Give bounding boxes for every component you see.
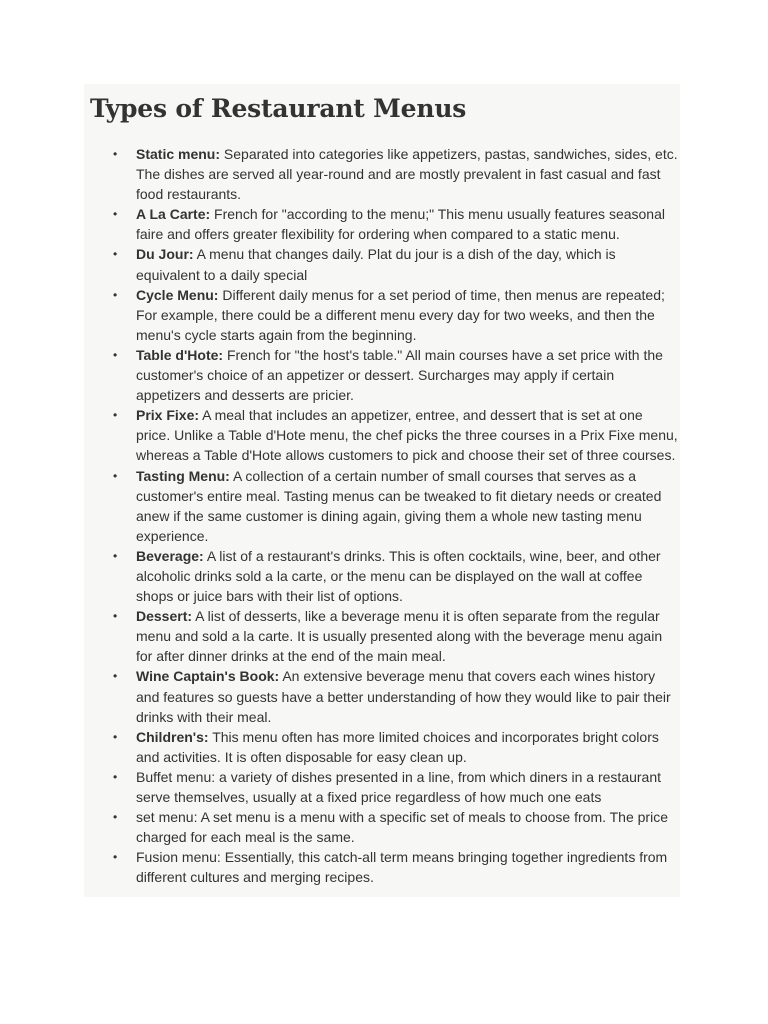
bullet-icon: • [113, 347, 118, 362]
list-item [84, 546, 680, 606]
bullet-icon: • [113, 769, 118, 784]
bullet-icon: • [113, 669, 118, 684]
list-item-term: Dessert: [136, 608, 193, 625]
list-item [84, 345, 680, 405]
list-item-text: A menu that changes daily. Plat du jour is a dish of the day, which is equivalent to a daily special [136, 246, 616, 283]
document-page [84, 84, 680, 897]
list-item [84, 466, 680, 546]
list-item-text: Fusion menu: Essentially, this catch-all term means bringing together ingredients from different cultures and merging recipes. [136, 849, 668, 886]
bullet-icon: • [113, 247, 118, 262]
bullet-icon: • [113, 408, 118, 423]
list-item-term: Cycle Menu: [136, 286, 219, 303]
list-item-text: A list of desserts, like a beverage menu it is often separate from the regular menu and sold a la carte. It is usually presented along with the beverage menu again for after dinner drinks at the end of the main meal. [136, 608, 663, 665]
list-item [84, 666, 680, 726]
list-item [84, 767, 680, 807]
list-item [84, 285, 680, 345]
bullet-icon: • [113, 468, 118, 483]
menu-types-list [84, 144, 680, 887]
list-item-term: Children's: [136, 728, 209, 745]
list-item-term: Tasting Menu: [136, 467, 230, 484]
list-item-text: Different daily menus for a set period of time, then menus are repeated; For example, there could be a different menu every day for two weeks, and then the menu's cycle starts again from the beginning. [136, 286, 665, 343]
list-item-term: Prix Fixe: [136, 407, 200, 424]
list-item [84, 606, 680, 666]
list-item-text: A collection of a certain number of small courses that serves as a customer's entire meal. Tasting menus can be tweaked to fit dietary needs or created anew if the same customer is dining again, giving them a whole new tasting menu experience. [136, 467, 662, 544]
list-item-text: French for "the host's table." All main courses have a set price with the customer's choice of an appetizer or dessert. Surcharges may apply if certain appetizers and desserts are pricier. [136, 346, 663, 404]
bullet-icon: • [113, 548, 118, 563]
list-item-text: Separated into categories like appetizers, pastas, sandwiches, sides, etc. The dishes are served all year-round and are mostly prevalent in fast casual and fast food restaurants. [136, 146, 678, 203]
list-item-text: French for "according to the menu;" This menu usually features seasonal faire and offers greater flexibility for ordering when compared to a static menu. [136, 206, 665, 243]
list-item [84, 204, 680, 244]
list-item [84, 244, 680, 284]
bullet-icon: • [113, 609, 118, 624]
list-item [84, 727, 680, 767]
list-item-text: An extensive beverage menu that covers each wines history and features so guests have a better understanding of how they would like to pair their drinks with their meal. [136, 668, 671, 725]
list-item-text: Buffet menu: a variety of dishes presented in a line, from which diners in a restaurant serve themselves, usually at a fixed price regardless of how much one eats [136, 768, 662, 805]
bullet-icon: • [113, 729, 118, 744]
list-item-term: Static menu: [136, 146, 221, 162]
bullet-icon: • [113, 810, 118, 825]
bullet-icon: • [113, 287, 118, 302]
list-item-term: A La Carte: [136, 206, 211, 223]
bullet-icon: • [113, 147, 118, 161]
bullet-icon: • [113, 207, 118, 222]
bullet-icon: • [113, 850, 118, 865]
list-item-term: Table d'Hote: [136, 346, 224, 363]
list-item [84, 144, 680, 204]
list-item-term: Beverage: [136, 547, 204, 564]
list-item-text: This menu often has more limited choices and incorporates bright colors and activities. It is often disposable for easy clean up. [136, 728, 659, 765]
list-item-text: set menu: A set menu is a menu with a specific set of meals to choose from. The price charged for each meal is the same. [136, 809, 668, 846]
list-item-term: Du Jour: [136, 246, 194, 263]
list-item [84, 807, 680, 847]
page-title: Types of Restaurant Menus [90, 94, 467, 123]
list-item-term: Wine Captain's Book: [136, 668, 280, 685]
list-item-text: A list of a restaurant's drinks. This is often cocktails, wine, beer, and other alcoholic drinks sold a la carte, or the menu can be displayed on the wall at coffee shops or juice bars with their list of options. [136, 547, 661, 605]
list-item [84, 847, 680, 887]
list-item-text: A meal that includes an appetizer, entree, and dessert that is set at one price. Unlike a Table d'Hote menu, the chef picks the three courses in a Prix Fixe menu, whereas a Table d'Hote allows customers to pick and choose their set of three courses. [136, 407, 678, 464]
list-item [84, 405, 680, 465]
